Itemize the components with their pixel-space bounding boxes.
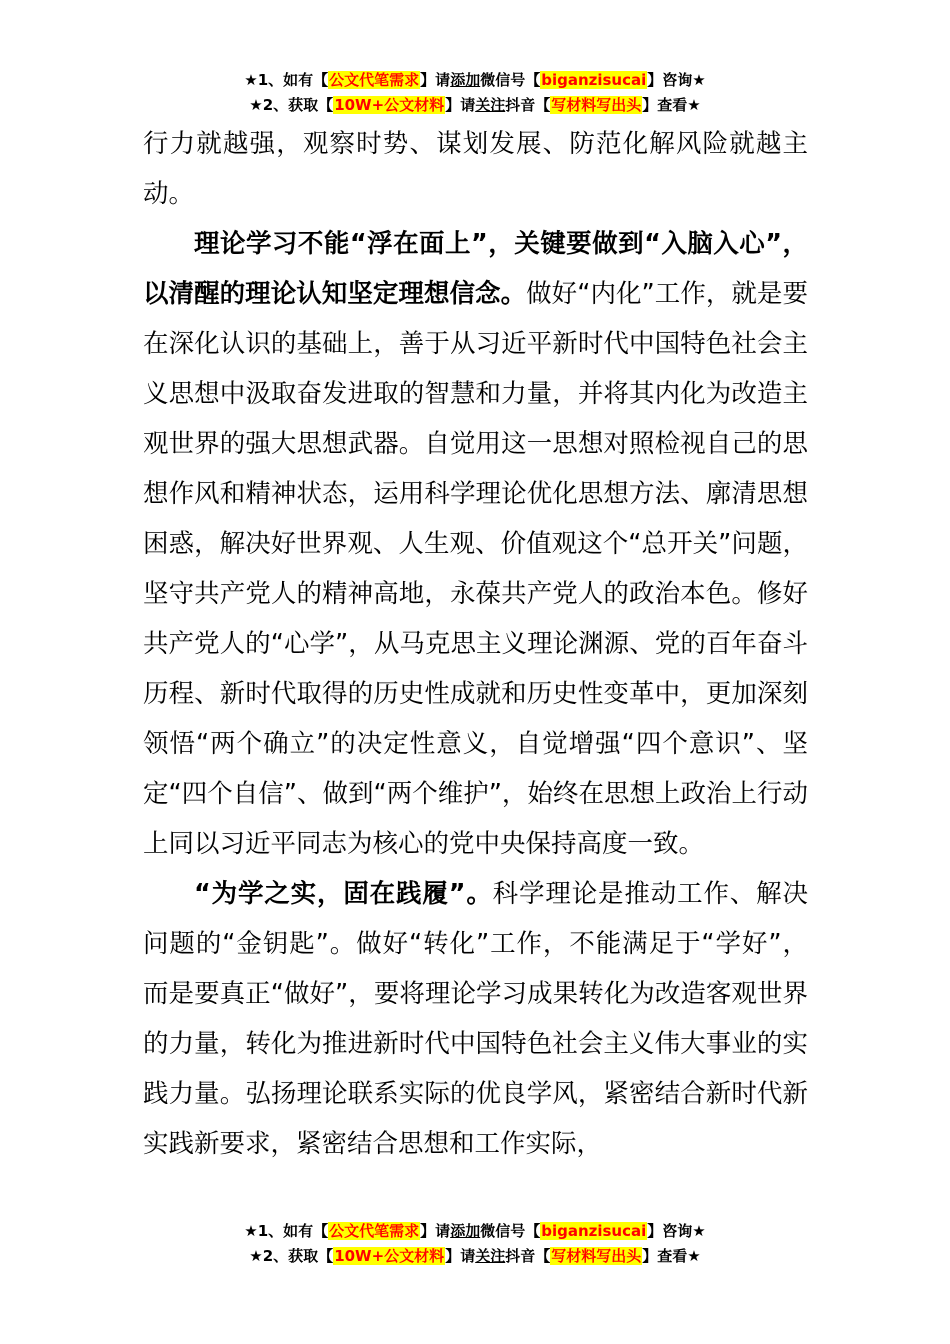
banner-highlight: 写材料写出头	[551, 1247, 642, 1265]
banner-text: 】请	[420, 1222, 451, 1240]
banner-line-2	[0, 93, 950, 118]
banner-text: 】查看★	[642, 1247, 701, 1265]
paragraph-3	[143, 869, 808, 1169]
banner-underlined: 添加	[450, 71, 481, 89]
paragraph-lead: 理论学习不能“浮在面上”，关键要做到“入脑入心”，以清醒的理论认知坚定理想信念。	[143, 229, 808, 309]
paragraph-text: 行力就越强，观察时势、谋划发展、防范化解风险就越主动。	[143, 129, 808, 209]
banner-highlight: biganzisucai	[541, 71, 647, 89]
banner-text: ★1、如有【	[244, 71, 329, 89]
paragraph-text: 科学理论是推动工作、解决问题的“金钥匙”。做好“转化”工作，不能满足于“学好”，而是要真正“做好”，要将理论学习成果转化为改造客观世界的力量，转化为推进新时代中国特色社会主义伟大事业的实践力量。弘扬理论联系实际的优良学风，紧密结合新时代新实践新要求，紧密结合思想和工作实际，	[143, 879, 808, 1159]
banner-text: ★2、获取【	[249, 96, 334, 114]
banner-underlined: 添加	[450, 1222, 481, 1240]
banner-text: 】查看★	[642, 96, 701, 114]
banner-text: 】咨询★	[647, 1222, 706, 1240]
banner-text: 抖音【	[505, 96, 551, 114]
banner-line-2	[0, 1244, 950, 1269]
banner-highlight: 10W+公文材料	[334, 96, 445, 114]
banner-text: ★1、如有【	[244, 1222, 329, 1240]
paragraph-1	[143, 119, 808, 219]
paragraph-text: 做好“内化”工作，就是要在深化认识的基础上，善于从习近平新时代中国特色社会主义思想中汲取奋发进取的智慧和力量，并将其内化为改造主观世界的强大思想武器。自觉用这一思想对照检视自己的思想作风和精神状态，运用科学理论优化思想方法、廓清思想困惑，解决好世界观、人生观、价值观这个“总开关”问题，坚守共产党人的精神高地，永葆共产党人的政治本色。修好共产党人的“心学”，从马克思主义理论渊源、党的百年奋斗历程、新时代取得的历史性成就和历史性变革中，更加深刻领悟“两个确立”的决定性意义，自觉增强“四个意识”、坚定“四个自信”、做到“两个维护”，始终在思想上政治上行动上同以习近平同志为核心的党中央保持高度一致。	[143, 279, 808, 859]
banner-text: 】请	[420, 71, 451, 89]
banner-text: 抖音【	[505, 1247, 551, 1265]
banner-highlight: 写材料写出头	[551, 96, 642, 114]
document-body	[143, 119, 808, 1169]
header-banner	[0, 68, 950, 118]
banner-text: 微信号【	[480, 71, 541, 89]
banner-text: 】请	[445, 96, 476, 114]
banner-line-1	[0, 1219, 950, 1244]
banner-underlined: 关注	[475, 96, 506, 114]
footer-banner	[0, 1219, 950, 1269]
banner-highlight: 10W+公文材料	[334, 1247, 445, 1265]
banner-highlight: 公文代笔需求	[329, 71, 420, 89]
banner-highlight: 公文代笔需求	[329, 1222, 420, 1240]
paragraph-lead: “为学之实，固在践履”。	[194, 879, 493, 909]
banner-text: 】咨询★	[647, 71, 706, 89]
banner-text: 】请	[445, 1247, 476, 1265]
banner-highlight: biganzisucai	[541, 1222, 647, 1240]
banner-underlined: 关注	[475, 1247, 506, 1265]
paragraph-2	[143, 219, 808, 869]
banner-text: 微信号【	[480, 1222, 541, 1240]
banner-line-1	[0, 68, 950, 93]
banner-text: ★2、获取【	[249, 1247, 334, 1265]
